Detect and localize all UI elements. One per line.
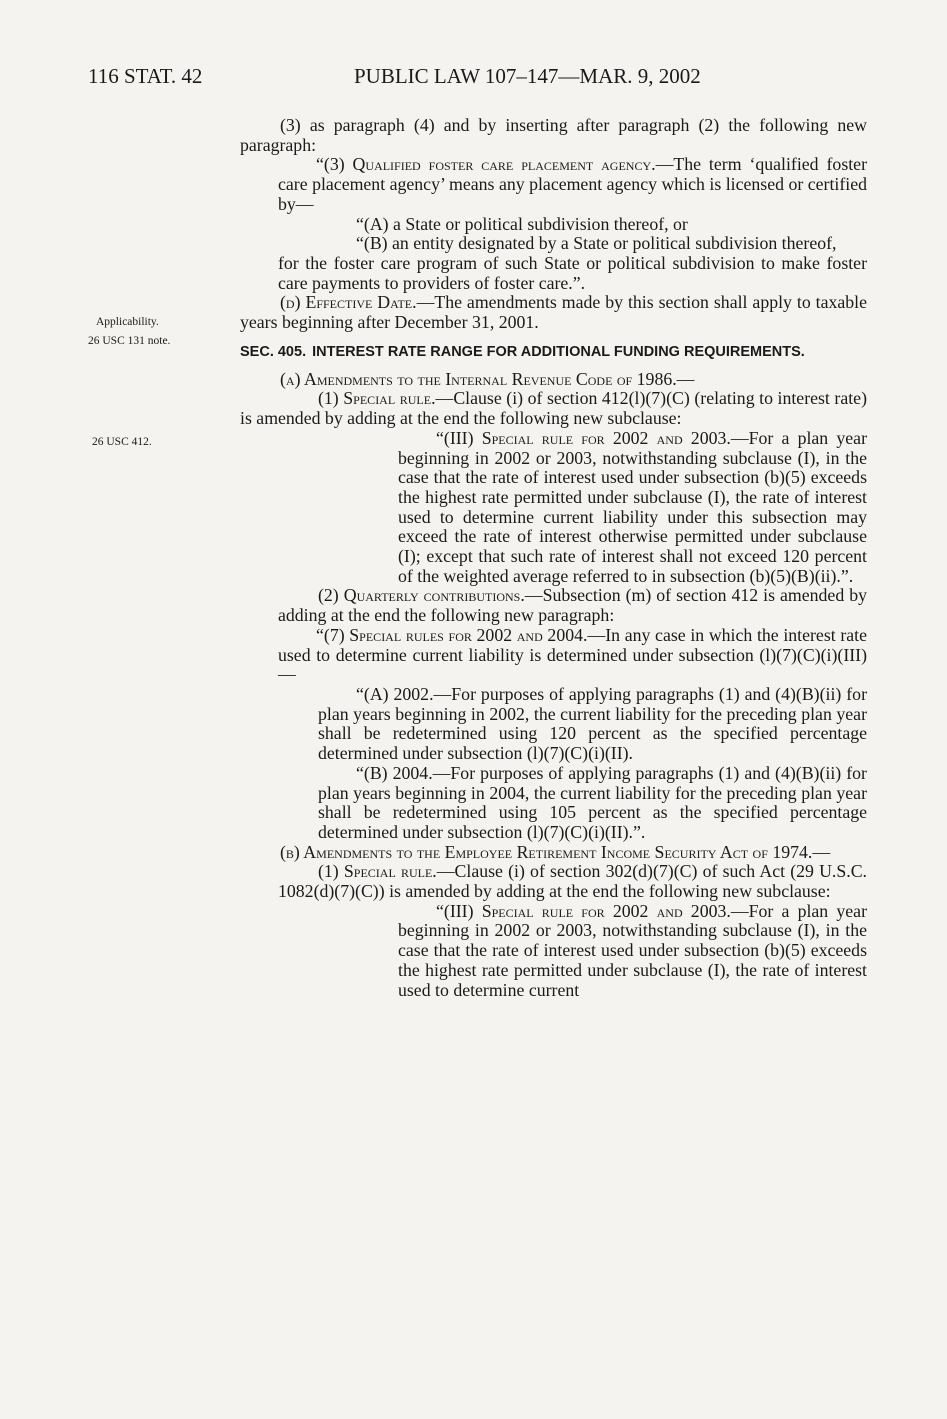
paragraph: “(III) Special rule for 2002 and 2003.—For a plan year beginning in 2002 or 2003, notwithstanding subclause (I), in the case that the rate of interest used under subsection (b)(5) exceeds the highest rate permitted under subclause (I), the rate of interest used to determine current bbox=[398, 900, 867, 1000]
page-header bbox=[0, 64, 947, 90]
paragraph: for the foster care program of such State or political subdivision to make foster care payments to providers of foster care.”. bbox=[278, 252, 867, 293]
paragraph: (1) Special rule.—Clause (i) of section 412(l)(7)(C) (relating to interest rate) is amended by adding at the end the following new subclause: bbox=[240, 388, 867, 429]
paragraph: (2) Quarterly contributions.—Subsection (m) of section 412 is amended by adding at the end the following new paragraph: bbox=[278, 585, 867, 626]
margin-note-26-usc-412: 26 USC 412. bbox=[92, 436, 152, 448]
paragraph: “(A) 2002.—For purposes of applying paragraphs (1) and (4)(B)(ii) for plan years beginning in 2002, the current liability for the preceding plan year shall be redetermined using 120 percent as the specified percentage determined under subsection (l)(7)(C)(i)(II). bbox=[318, 683, 867, 764]
paragraph: “(3) Qualified foster care placement agency.—The term ‘qualified foster care placement agency’ means any placement agency which is licensed or certified by— bbox=[278, 154, 867, 214]
paragraph: “(B) an entity designated by a State or political subdivision thereof, bbox=[356, 233, 837, 254]
margin-note-applicability: Applicability. bbox=[96, 316, 159, 328]
stat-page-number: 116 STAT. 42 bbox=[88, 64, 203, 88]
paragraph: (a) Amendments to the Internal Revenue Code of 1986.— bbox=[280, 368, 695, 389]
paragraph: (1) Special rule.—Clause (i) of section 302(d)(7)(C) of such Act (29 U.S.C. 1082(d)(7)(C)) is amended by adding at the end the following new subclause: bbox=[278, 861, 867, 902]
paragraph: (d) Effective Date.—The amendments made by this section shall apply to taxable years beginning after December 31, 2001. bbox=[240, 292, 867, 333]
main-text-column bbox=[240, 116, 867, 1000]
paragraph: “(III) Special rule for 2002 and 2003.—For a plan year beginning in 2002 or 2003, notwithstanding subclause (I), in the case that the rate of interest used under subsection (b)(5) exceeds the highest rate permitted under subclause (I), the rate of interest used to determine current liability under this subsection may exceed the rate of interest otherwise permitted under subclause (I); except that such rate of interest shall not exceed 120 percent of the weighted average referred to in subsection (b)(5)(B)(ii).”. bbox=[398, 427, 867, 586]
paragraph: “(7) Special rules for 2002 and 2004.—In any case in which the interest rate used to determine current liability is determined under subsection (l)(7)(C)(i)(III)— bbox=[278, 624, 867, 685]
paragraph: “(A) a State or political subdivision thereof, or bbox=[356, 213, 688, 234]
public-law-title: PUBLIC LAW 107–147—MAR. 9, 2002 bbox=[354, 64, 701, 88]
section-heading: SEC. 405. INTEREST RATE RANGE FOR ADDITIONAL FUNDING REQUIREMENTS. bbox=[240, 343, 805, 360]
margin-note-26-usc-131: 26 USC 131 note. bbox=[88, 335, 171, 347]
paragraph: (b) Amendments to the Employee Retirement Income Security Act of 1974.— bbox=[280, 841, 831, 862]
paragraph: (3) as paragraph (4) and by inserting after paragraph (2) the following new paragraph: bbox=[240, 115, 867, 155]
paragraph: “(B) 2004.—For purposes of applying paragraphs (1) and (4)(B)(ii) for plan years beginning in 2004, the current liability for the preceding plan year shall be redetermined using 105 percent as the specified percentage determined under subsection (l)(7)(C)(i)(II).”. bbox=[318, 762, 867, 842]
